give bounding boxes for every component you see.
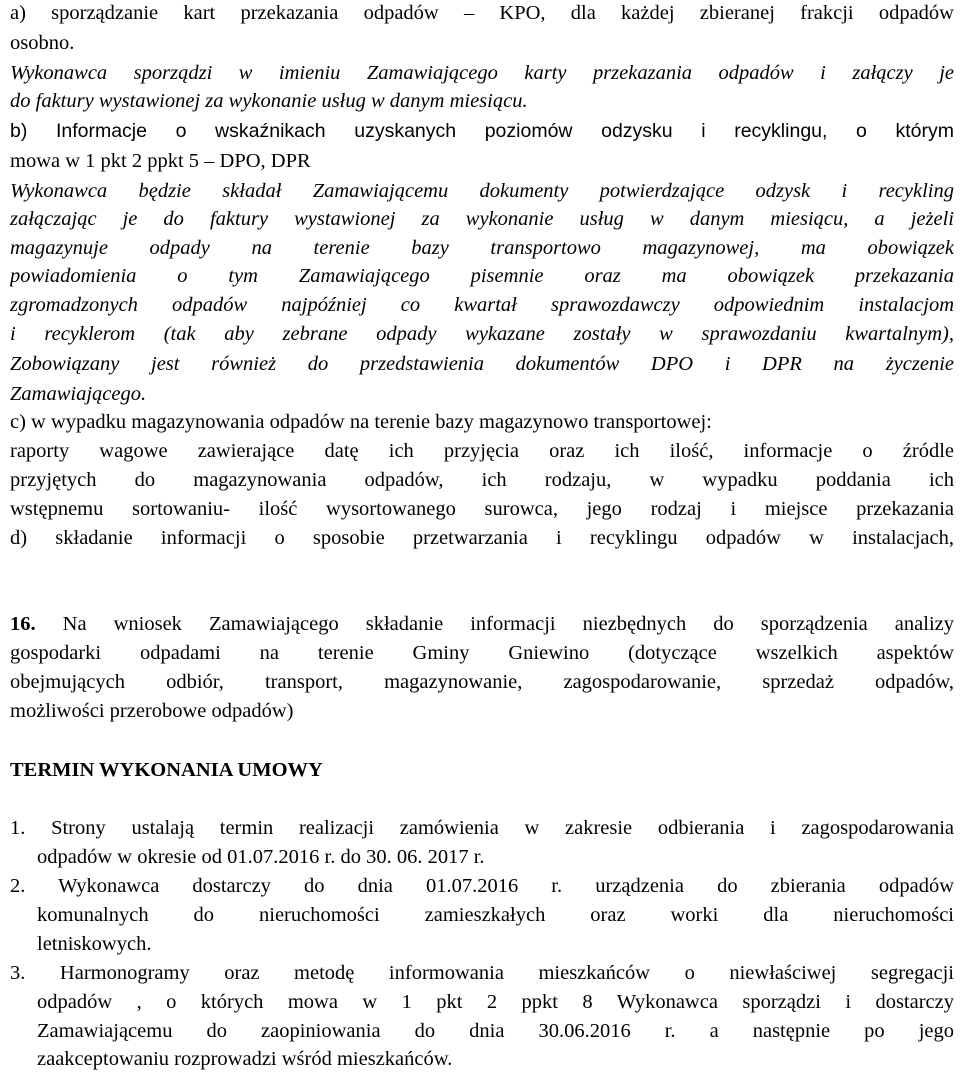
section-b-line-3: Wykonawca będzie składał Zamawiającemu dokumenty potwierdzające odzysk i recykling [10,180,954,202]
termin-item-3-line-3: Zamawiającemu do zaopiniowania do dnia 30.06.2016 r. a następnie po jego [37,1020,954,1042]
item-16-line-3: obejmujących odbiór, transport, magazynowanie, zagospodarowanie, sprzedaż odpadów, [10,671,954,693]
item-16-text-1: Na wniosek Zamawiającego składanie informacji niezbędnych do sporządzenia analizy [35,613,954,635]
section-b-line-9: Zobowiązany jest również do przedstawienia dokumentów DPO i DPR na życzenie [10,353,954,375]
section-b-line-4: załączając je do faktury wystawionej za wykonanie usług w danym miesiącu, a jeżeli [10,208,954,230]
section-a-line-4: do faktury wystawionej za wykonanie usług w danym miesiącu. [10,90,528,112]
section-a-line-3: Wykonawca sporządzi w imieniu Zamawiającego karty przekazania odpadów i załączy je [10,62,954,84]
termin-item-3-line-2: odpadów , o których mowa w 1 pkt 2 ppkt 8 Wykonawca sporządzi i dostarczy [37,991,954,1013]
item-16-line-2: gospodarki odpadami na terenie Gminy Gniewino (dotyczące wszelkich aspektów [10,642,954,664]
item-16-number: 16. [10,613,36,635]
section-heading: TERMIN WYKONANIA UMOWY [10,759,323,781]
section-b-line-1: b) Informacje o wskaźnikach uzyskanych poziomów odzysku i recyklingu, o którym [10,120,954,142]
section-b-line-10: Zamawiającego. [10,383,147,405]
section-a-line-1: a) sporządzanie kart przekazania odpadów – KPO, dla każdej zbieranej frakcji odpadów [10,2,954,24]
item-16-line-4: możliwości przerobowe odpadów) [10,700,294,722]
termin-item-2-line-2: komunalnych do nieruchomości zamieszkałych oraz worki dla nieruchomości [37,904,954,926]
termin-item-1-line-2: odpadów w okresie od 01.07.2016 r. do 30. 06. 2017 r. [37,846,485,868]
termin-item-2-line-1: 2. Wykonawca dostarczy do dnia 01.07.2016 r. urządzenia do zbierania odpadów [10,875,954,897]
section-b-line-7: zgromadzonych odpadów najpóźniej co kwartał sprawozdawczy odpowiednim instalacjom [10,294,954,316]
section-b-line-5: magazynuje odpady na terenie bazy transportowo magazynowej, ma obowiązek [10,237,954,259]
termin-item-1-line-1: 1. Strony ustalają termin realizacji zamówienia w zakresie odbierania i zagospodarowania [10,817,954,839]
termin-item-3-line-4: zaakceptowaniu rozprowadzi wśród mieszkańców. [37,1048,453,1070]
section-c-line-3: przyjętych do magazynowania odpadów, ich rodzaju, w wypadku poddania ich [10,469,954,491]
section-b-line-6: powiadomienia o tym Zamawiającego pisemnie oraz ma obowiązek przekazania [10,265,954,287]
section-c-line-1: c) w wypadku magazynowania odpadów na terenie bazy magazynowo transportowej: [10,411,712,433]
section-a-line-2: osobno. [10,32,75,54]
section-d-line-1: d) składanie informacji o sposobie przetwarzania i recyklingu odpadów w instalacjach, [10,527,954,549]
section-b-line-8: i recyklerom (tak aby zebrane odpady wykazane zostały w sprawozdaniu kwartalnym), [10,323,954,345]
item-16-line-1 [10,611,954,638]
section-c-line-4: wstępnemu sortowaniu- ilość wysortowanego surowca, jego rodzaj i miejsce przekazania [10,498,954,520]
termin-item-3-line-1: 3. Harmonogramy oraz metodę informowania mieszkańców o niewłaściwej segregacji [10,962,954,984]
termin-item-2-line-3: letniskowych. [37,933,152,955]
section-c-line-2: raporty wagowe zawierające datę ich przyjęcia oraz ich ilość, informacje o źródle [10,440,954,462]
section-b-line-2: mowa w 1 pkt 2 ppkt 5 – DPO, DPR [10,150,311,172]
